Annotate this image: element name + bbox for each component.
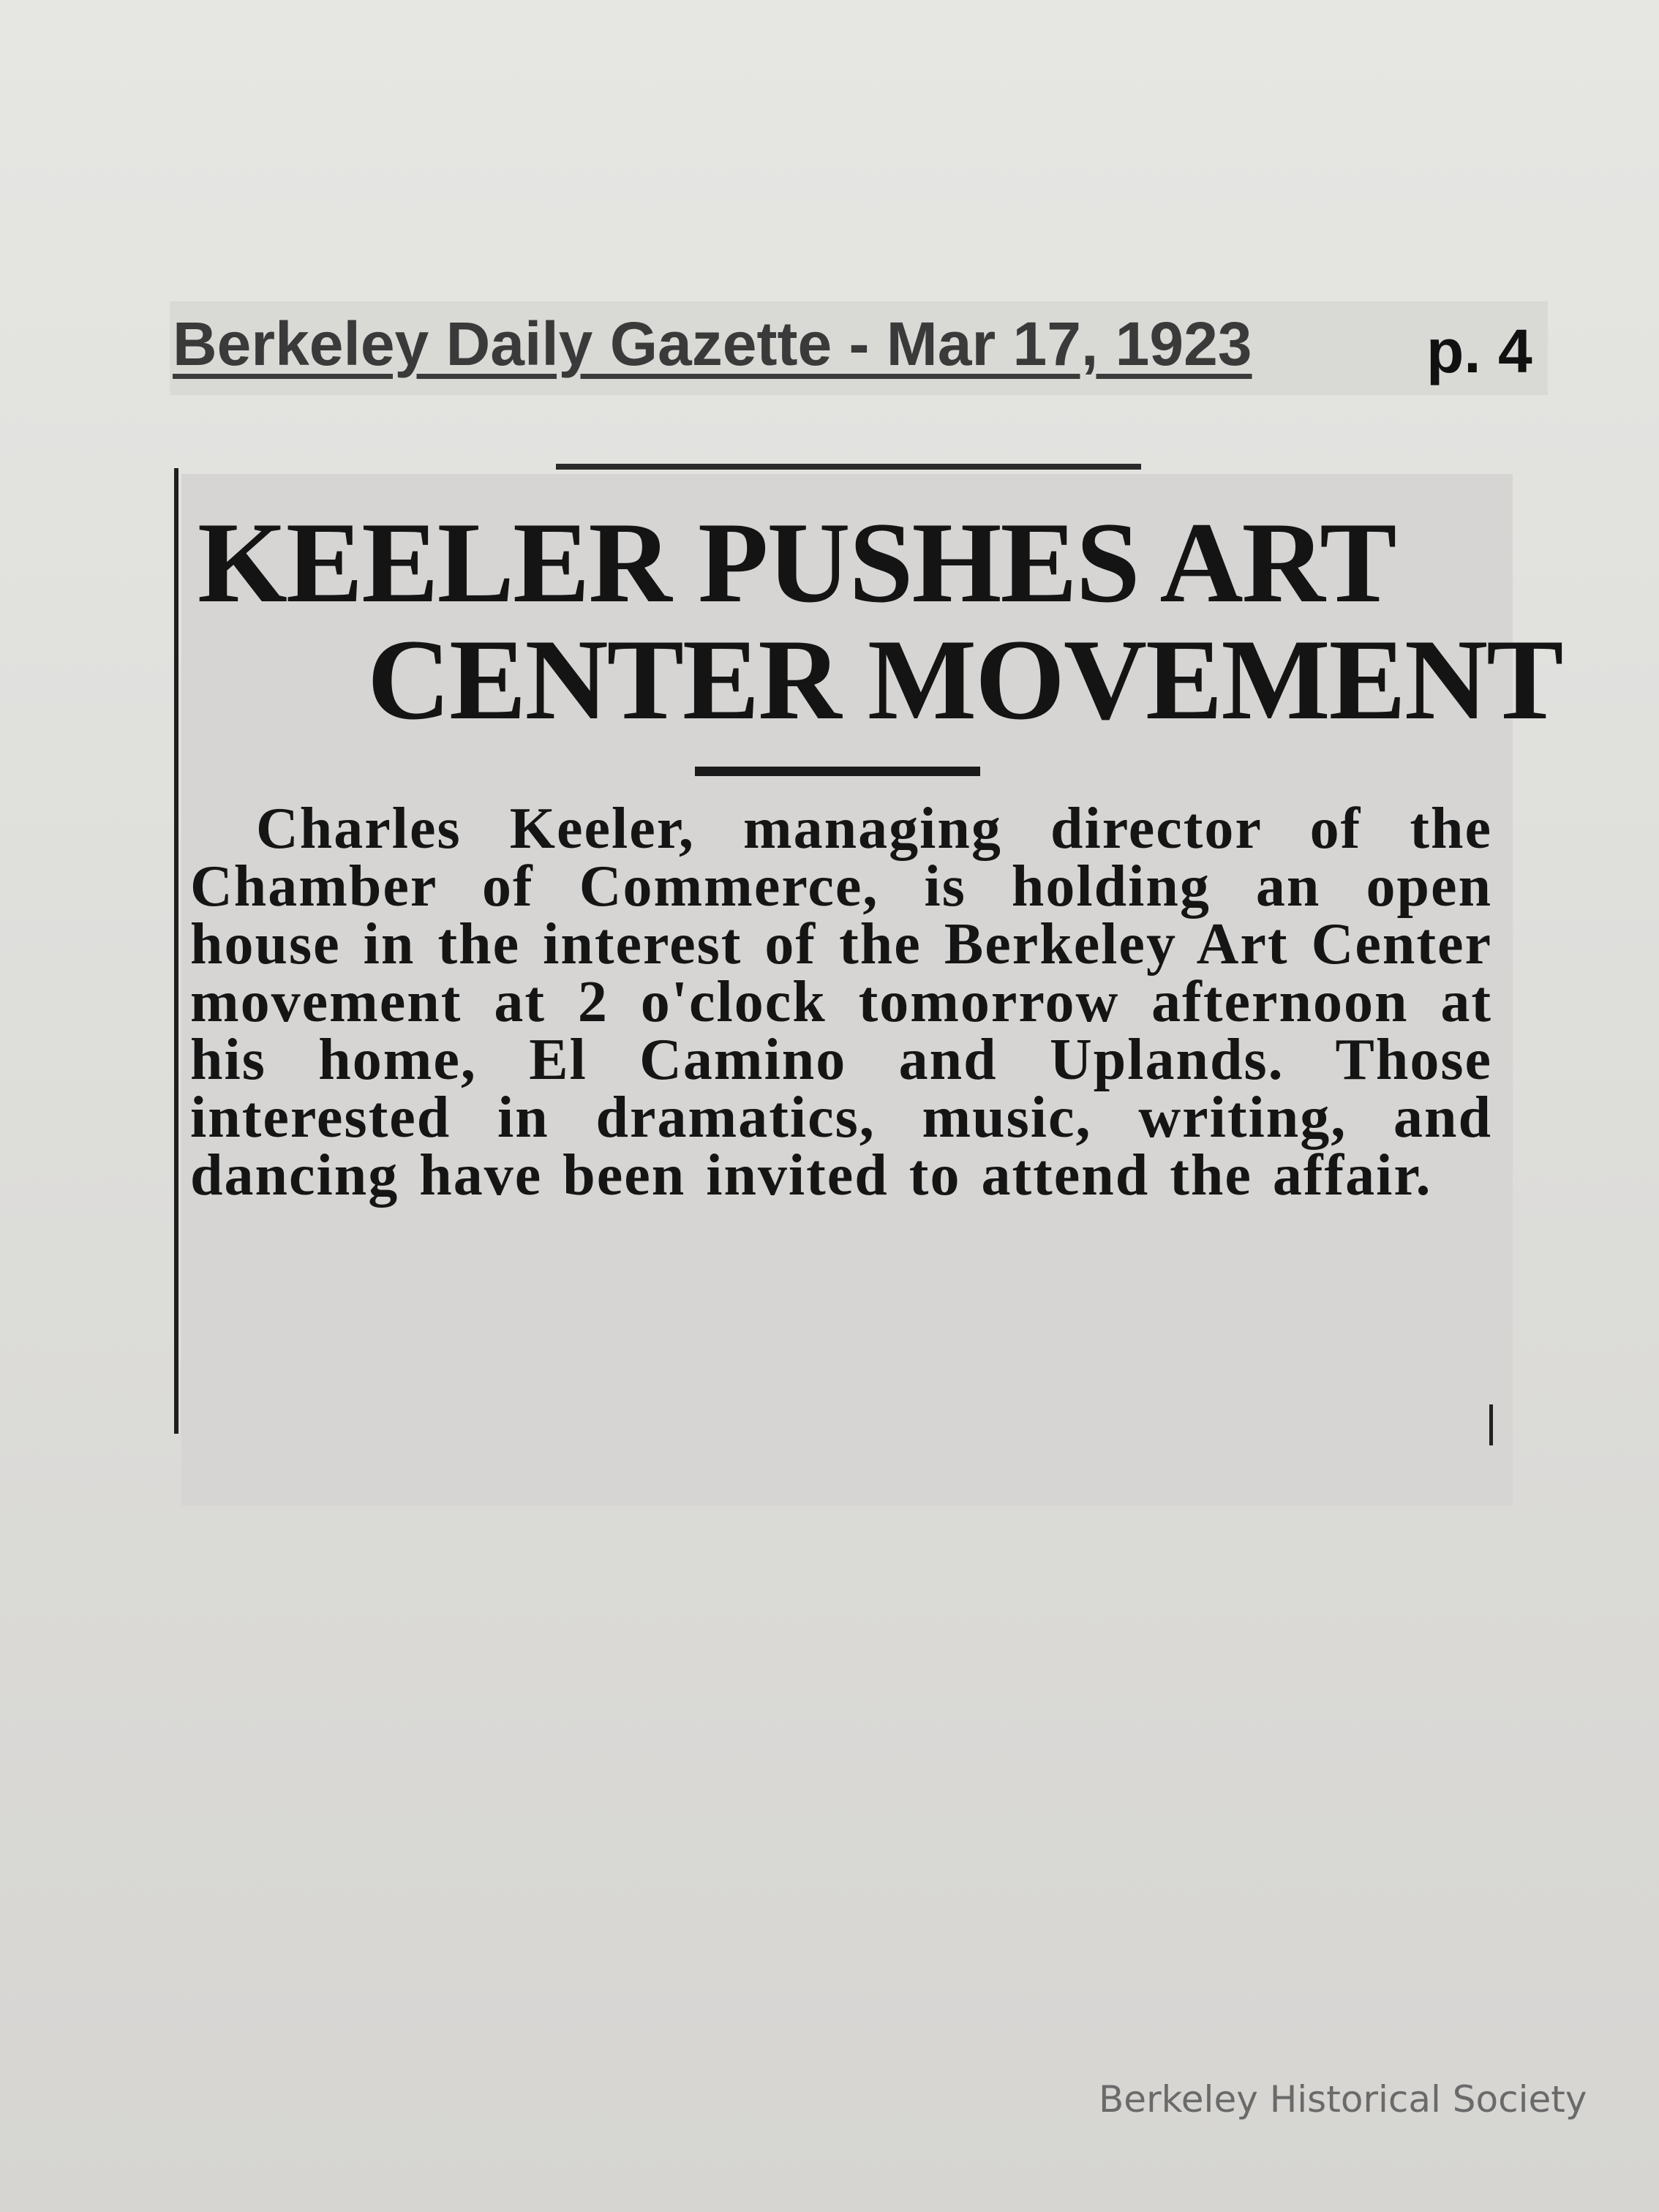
clipping-right-rule	[1489, 1404, 1493, 1445]
clipping-column-rule	[174, 468, 178, 1434]
article-body: Charles Keeler, managing director of the Chamber of Commerce, is holding an open house in the interest of the Berkeley Art Center movement at 2 o'clock tomorrow afternoon at his home, El Camino and Uplands. Those interested in dramatics, music, writing, and dancing have been invited to attend the affair.	[190, 797, 1492, 1208]
headline-line-1: KEELER PUSHES ART	[198, 499, 1396, 627]
citation-source: Berkeley Daily Gazette - Mar 17, 1923	[173, 309, 1252, 378]
clipping-top-rule	[556, 464, 1141, 470]
article-headline	[198, 499, 1562, 744]
headline-divider	[695, 767, 980, 776]
headline-line-2: CENTER MOVEMENT	[367, 616, 1562, 744]
watermark-credit: Berkeley Historical Society	[1099, 2078, 1587, 2121]
citation-page-number: p. 4	[1426, 317, 1532, 385]
